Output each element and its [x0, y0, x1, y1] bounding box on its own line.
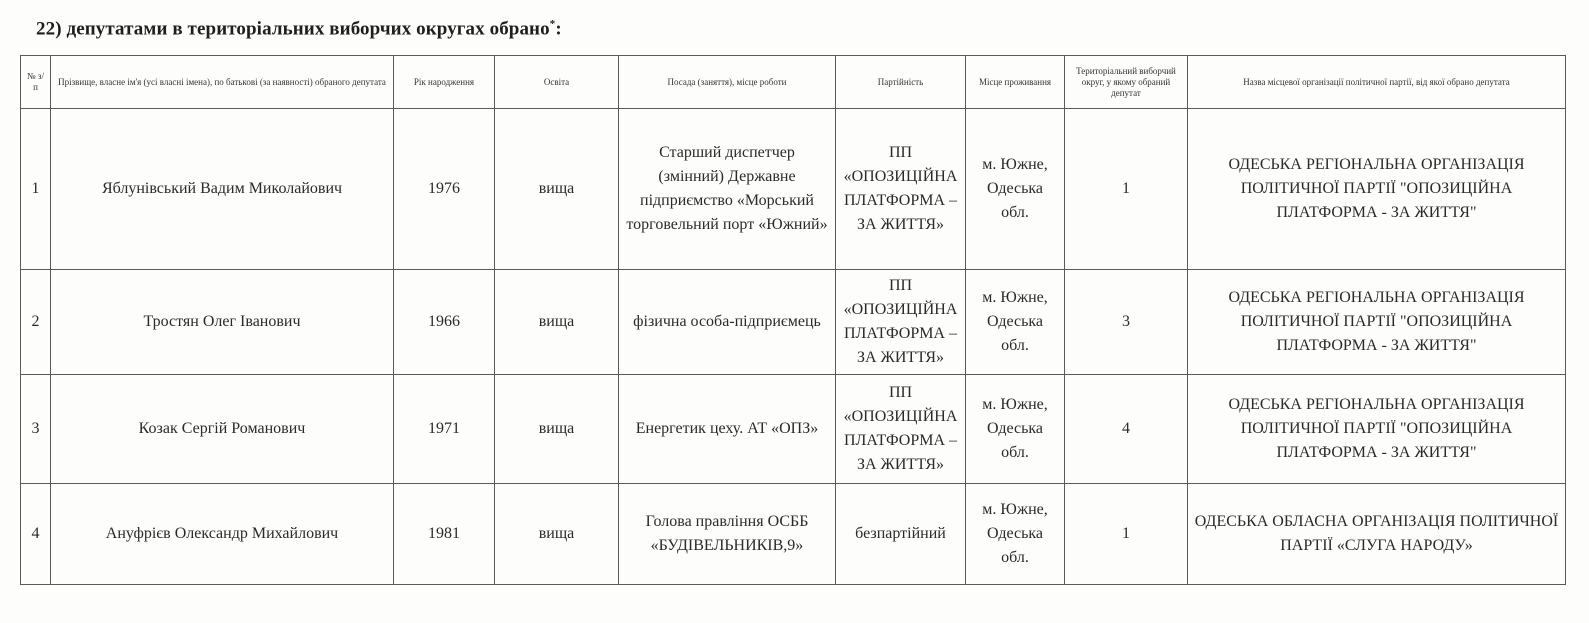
district: 1 — [1065, 484, 1188, 585]
birth-year: 1976 — [394, 109, 495, 270]
position: Енергетик цеху. АТ «ОПЗ» — [619, 375, 836, 484]
table-header-row — [21, 56, 1566, 109]
party-organization: ОДЕСЬКА РЕГІОНАЛЬНА ОРГАНІЗАЦІЯ ПОЛІТИЧНОЇ ПАРТІЇ "ОПОЗИЦІЙНА ПЛАТФОРМА - ЗА ЖИТТЯ" — [1188, 270, 1566, 375]
birth-year: 1971 — [394, 375, 495, 484]
district: 4 — [1065, 375, 1188, 484]
column-header-position: Посада (заняття), місце роботи — [619, 56, 836, 109]
footnote-mark: * — [549, 18, 556, 30]
row-number: 3 — [21, 375, 51, 484]
party: ПП «ОПОЗИЦІЙНА ПЛАТФОРМА – ЗА ЖИТТЯ» — [836, 109, 966, 270]
column-header-number: № з/п — [21, 56, 51, 109]
column-header-name: Прізвище, власне ім'я (усі власні імена), по батькові (за наявності) обраного депутата — [51, 56, 394, 109]
party: безпартійний — [836, 484, 966, 585]
column-header-district: Територіальний виборчий округ, у якому обраний депутат — [1065, 56, 1188, 109]
deputy-name: Тростян Олег Іванович — [51, 270, 394, 375]
residence: м. Южне, Одеська обл. — [966, 375, 1065, 484]
party-organization: ОДЕСЬКА РЕГІОНАЛЬНА ОРГАНІЗАЦІЯ ПОЛІТИЧНОЇ ПАРТІЇ "ОПОЗИЦІЙНА ПЛАТФОРМА - ЗА ЖИТТЯ" — [1188, 109, 1566, 270]
table-row — [21, 270, 1566, 375]
row-number: 2 — [21, 270, 51, 375]
position: Старший диспетчер (змінний) Державне підприємство «Морський торговельний порт «Южний» — [619, 109, 836, 270]
table-row — [21, 375, 1566, 484]
deputies-table — [20, 55, 1566, 585]
party-organization: ОДЕСЬКА ОБЛАСНА ОРГАНІЗАЦІЯ ПОЛІТИЧНОЇ ПАРТІЇ «СЛУГА НАРОДУ» — [1188, 484, 1566, 585]
deputy-name: Ануфрієв Олександр Михайлович — [51, 484, 394, 585]
column-header-residence: Місце проживання — [966, 56, 1065, 109]
column-header-education: Освіта — [495, 56, 619, 109]
row-number: 1 — [21, 109, 51, 270]
deputy-name: Яблунівський Вадим Миколайович — [51, 109, 394, 270]
party: ПП «ОПОЗИЦІЙНА ПЛАТФОРМА – ЗА ЖИТТЯ» — [836, 375, 966, 484]
position: фізична особа-підприємець — [619, 270, 836, 375]
column-header-organization: Назва місцевої організації політичної партії, від якої обрано депутата — [1188, 56, 1566, 109]
birth-year: 1966 — [394, 270, 495, 375]
residence: м. Южне, Одеська обл. — [966, 484, 1065, 585]
education: вища — [495, 109, 619, 270]
section-heading-text: 22) депутатами в територіальних виборчих округах обрано — [36, 18, 550, 40]
row-number: 4 — [21, 484, 51, 585]
table-row — [21, 484, 1566, 585]
residence: м. Южне, Одеська обл. — [966, 109, 1065, 270]
education: вища — [495, 270, 619, 375]
position: Голова правління ОСББ «БУДІВЕЛЬНИКІВ,9» — [619, 484, 836, 585]
birth-year: 1981 — [394, 484, 495, 585]
district: 3 — [1065, 270, 1188, 375]
party: ПП «ОПОЗИЦІЙНА ПЛАТФОРМА – ЗА ЖИТТЯ» — [836, 270, 966, 375]
table-row — [21, 109, 1566, 270]
residence: м. Южне, Одеська обл. — [966, 270, 1065, 375]
column-header-party: Партійність — [836, 56, 966, 109]
education: вища — [495, 375, 619, 484]
party-organization: ОДЕСЬКА РЕГІОНАЛЬНА ОРГАНІЗАЦІЯ ПОЛІТИЧНОЇ ПАРТІЇ "ОПОЗИЦІЙНА ПЛАТФОРМА - ЗА ЖИТТЯ" — [1188, 375, 1566, 484]
education: вища — [495, 484, 619, 585]
section-heading: 22) депутатами в територіальних виборчих округах обрано*: — [36, 18, 562, 40]
district: 1 — [1065, 109, 1188, 270]
deputy-name: Козак Сергій Романович — [51, 375, 394, 484]
column-header-birth-year: Рік народження — [394, 56, 495, 109]
